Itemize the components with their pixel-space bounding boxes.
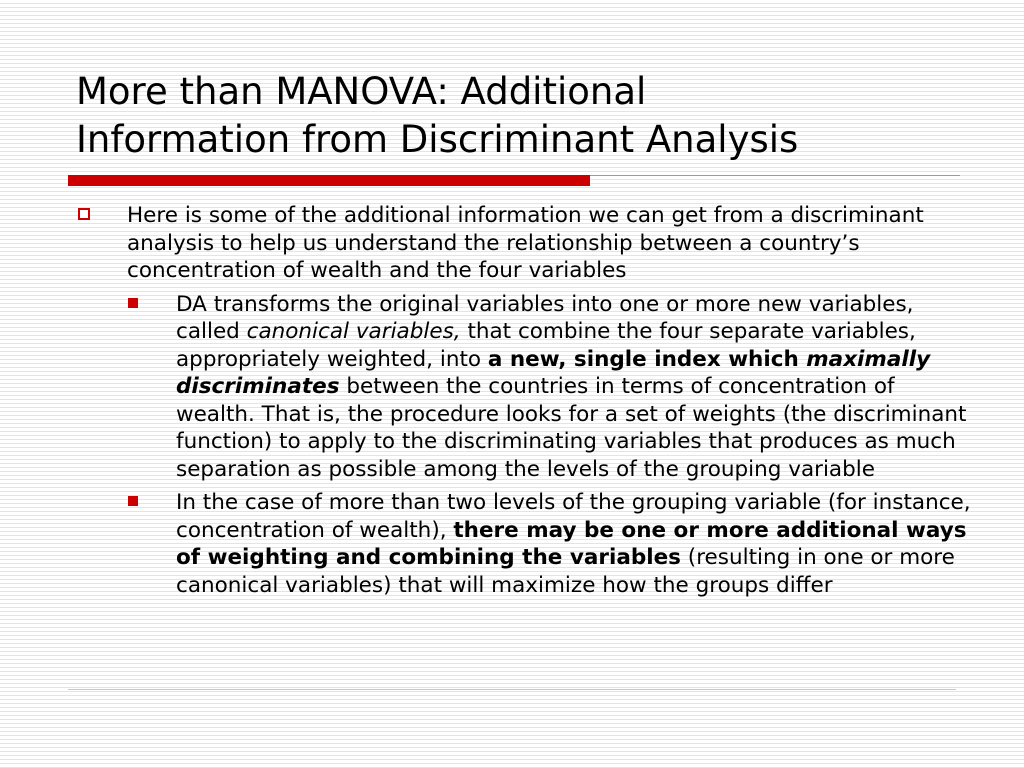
sub-bullet-1-bold-phrase: a new, single index which (487, 346, 807, 372)
sub-bullet-1-text (176, 292, 966, 482)
sub-bullet-1-part-6: between the countries in terms of concentration of wealth. That is, the procedure looks for a set of weights (the discriminant function) to apply to the discriminating variables that produces as much separation as possible among the levels of the grouping variable (176, 374, 967, 482)
sub-bullet-2-bold-phrase: there may be one or more additional ways of weighting and combining the variables (176, 517, 967, 570)
title-underline-red (68, 175, 590, 186)
sub-bullet-1-part-1: DA transforms the original variables into one or more new variables, called (176, 291, 914, 344)
hollow-square-bullet-icon (78, 208, 90, 220)
title-underline-gray (590, 175, 960, 176)
sub-bullet-canonical-variables (176, 291, 976, 484)
sub-bullet-2-part-1: In the case of more than two levels of the grouping variable (for instance, concentration of wealth), (176, 490, 971, 543)
slide-title-line-2: Information from Discriminant Analysis (76, 118, 799, 161)
slide-body (0, 202, 1024, 599)
filled-square-bullet-icon (128, 496, 138, 506)
sub-bullet-1-bold-italic-text: maximally discriminates (176, 346, 931, 399)
sub-bullet-multiple-levels (176, 489, 976, 599)
sub-bullet-2-text (176, 490, 971, 598)
bullet-main-text: Here is some of the additional information we can get from a discriminant analysis to help us understand the relationship between a country’s concentration of wealth and the four variables (127, 203, 924, 283)
filled-square-bullet-icon (128, 298, 138, 308)
sub-bullet-1-italic-term: canonical variables, (246, 319, 461, 344)
sub-bullet-2-part-3: (resulting in one or more canonical variables) that will maximize how the groups differ (176, 545, 955, 598)
slide-title-line-1: More than MANOVA: Additional (76, 70, 647, 113)
slide-title (76, 68, 976, 164)
bullet-main (127, 202, 957, 285)
sub-bullet-1-part-3: that combine the four separate variables, appropriately weighted, into (176, 319, 916, 372)
footer-divider (68, 689, 956, 690)
